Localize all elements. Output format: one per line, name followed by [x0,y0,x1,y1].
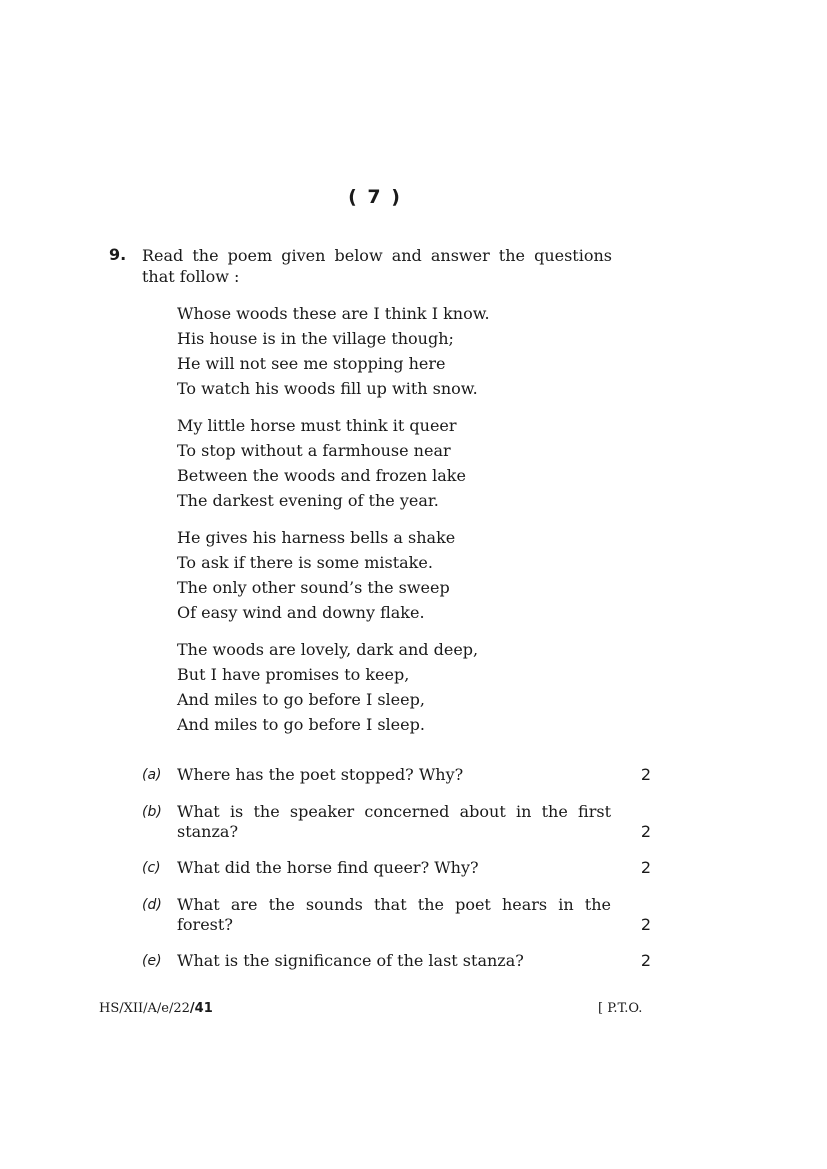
question-prompt: Read the poem given below and answer the questions that follow : [142,246,612,286]
subquestion-text: What is the speaker concerned about in the first stanza? [177,802,611,841]
poem-line: Of easy wind and downy flake. [177,603,425,622]
stanza-4 [177,637,490,737]
poem-line: The only other sound’s the sweep [177,578,450,597]
poem-line: But I have promises to keep, [177,665,410,684]
pto-label: [ P.T.O. [598,1001,643,1016]
poem-line: To watch his woods fill up with snow. [177,379,478,398]
stanza-2 [177,413,490,513]
question-number: 9. [109,245,127,264]
poem [177,301,490,749]
poem-line: His house is in the village though; [177,329,454,348]
subquestion-marks: 2 [640,858,651,877]
poem-line: Between the woods and frozen lake [177,466,466,485]
subquestion-label: (e) [142,953,162,969]
subquestion-marks: 2 [640,951,651,970]
subquestion-label: (c) [142,860,161,876]
poem-line: The darkest evening of the year. [177,491,439,510]
subquestion-text: What did the horse find queer? Why? [177,858,479,877]
poem-line: To stop without a farmhouse near [177,441,451,460]
paper-code [99,1001,213,1016]
poem-line: He gives his harness bells a shake [177,528,456,547]
subquestion-label: (a) [142,767,162,783]
page-number: ( 7 ) [348,186,402,208]
subquestion-marks: 2 [640,915,651,934]
subquestion-text: Where has the poet stopped? Why? [177,765,464,784]
poem-line: My little horse must think it queer [177,416,457,435]
subquestion-text: What are the sounds that the poet hears in the forest? [177,895,611,934]
stanza-3 [177,525,490,625]
paper-code-prefix: HS/XII/A/e/22 [99,1001,190,1016]
poem-line: To ask if there is some mistake. [177,553,433,572]
poem-line: And miles to go before I sleep, [177,690,425,709]
subquestion-label: (b) [142,804,162,820]
stanza-1 [177,301,490,401]
poem-line: He will not see me stopping here [177,354,446,373]
subquestion-marks: 2 [640,822,651,841]
poem-line: And miles to go before I sleep. [177,715,425,734]
paper-code-suffix: /41 [189,1001,213,1016]
poem-line: The woods are lovely, dark and deep, [177,640,479,659]
subquestion-text: What is the significance of the last stanza? [177,951,524,970]
subquestion-marks: 2 [640,765,651,784]
subquestion-label: (d) [142,897,162,913]
poem-line: Whose woods these are I think I know. [177,304,490,323]
